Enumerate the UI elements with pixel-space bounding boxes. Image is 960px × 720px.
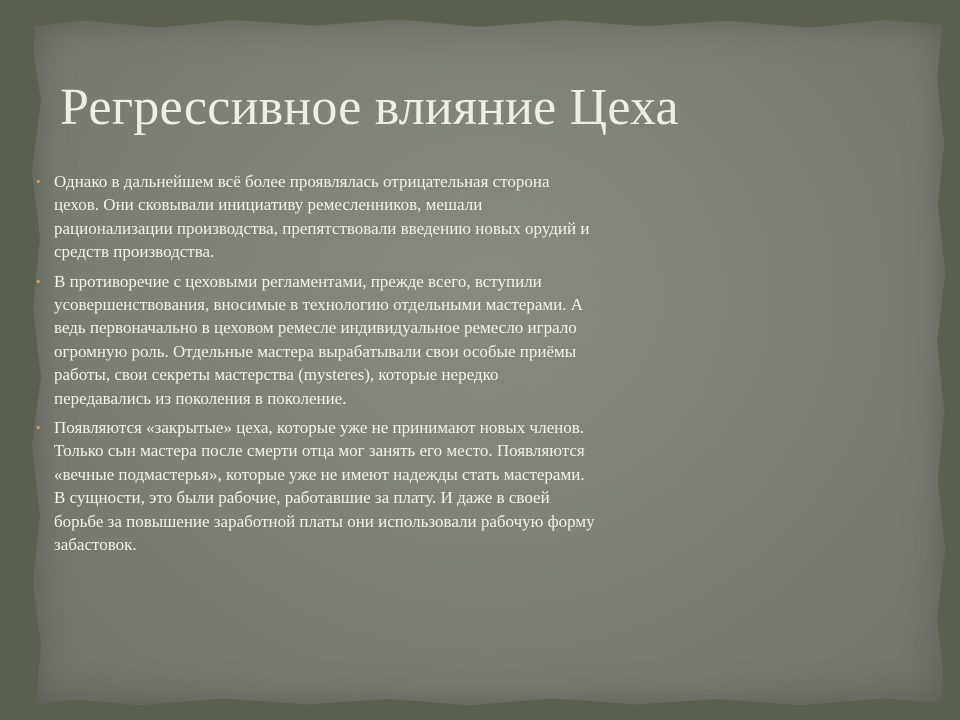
- bullet-item: [36, 270, 596, 410]
- bullet-dot-icon: •: [36, 174, 41, 189]
- bullet-text: Появляются «закрытые» цеха, которые уже не принимают новых членов. Только сын мастера после смерти отца мог занять его место. Появляются «вечные подмастерья», которые уже не имеют надежды стать мастерами. В сущности, это были рабочие, работавшие за плату. И даже в своей борьбе за повышение заработной платы они использовали рабочую форму забастовок.: [54, 418, 595, 555]
- bullet-text: Однако в дальнейшем всё более проявлялась отрицательная сторона цехов. Они сковывали инициативу ремесленников, мешали рационализации производства, препятствовали введению новых орудий и средств производства.: [54, 172, 590, 262]
- bullet-dot-icon: •: [36, 420, 41, 436]
- bullet-dot-icon: •: [36, 273, 41, 289]
- bullet-text: В противоречие с цеховыми регламентами, прежде всего, вступили усовершенствования, вносимые в технологию отдельными мастерами. А ведь первоначально в цеховом ремесле индивидуальное ремесло играло огромную роль. Отдельные мастера вырабатывали свои особые приёмы работы, свои секреты мастерства (mysteres), которые нередко передавались из поколения в поколение.: [54, 271, 583, 408]
- slide-bullet-list: [36, 170, 596, 563]
- bullet-item: [36, 170, 596, 264]
- bullet-item: [36, 416, 596, 556]
- slide-title: Регрессивное влияние Цеха: [60, 79, 679, 136]
